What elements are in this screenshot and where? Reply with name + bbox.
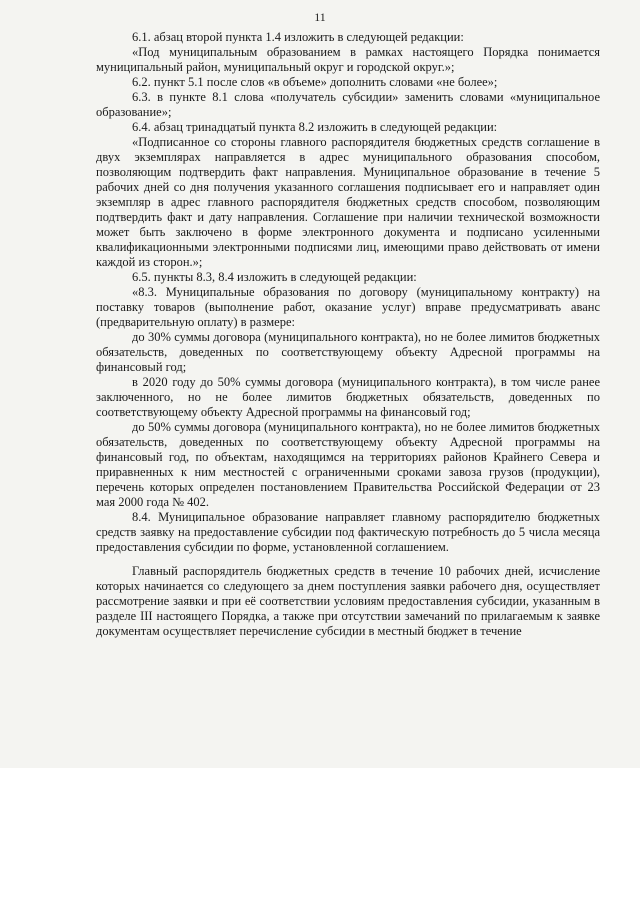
paragraph-6-1: 6.1. абзац второй пункта 1.4 изложить в следующей редакции: — [132, 30, 464, 44]
paragraph-quote-agreement: «Подписанное со стороны главного распорядителя бюджетных средств соглашение в двух экземплярах направляется в адрес муниципального образования способом, позволяющим подтвердить факт направления. Муниципальное образование в течение 5 рабочих дней со дня получения указанного соглашения подписывает его и направляет один экземпляр в адрес главного распорядителя бюджетных средств способом, позволяющим подтвердить факт и дату направления. Соглашение при наличии технической возможности может быть заключено в форме электронного документа и подписано усиленными квалификационными электронными подписями лиц, имеющими право действовать от имени каждой из сторон.»; — [96, 135, 600, 269]
paragraph-6-5: 6.5. пункты 8.3, 8.4 изложить в следующей редакции: — [132, 270, 417, 284]
document-body — [96, 30, 600, 639]
paragraph-6-3: 6.3. в пункте 8.1 слова «получатель субсидии» заменить словами «муниципальное образование»; — [96, 90, 600, 119]
blank-area — [0, 768, 640, 905]
paragraph-quote-definition: «Под муниципальным образованием в рамках настоящего Порядка понимается муниципальный район, муниципальный округ и городской округ.»; — [96, 45, 600, 74]
paragraph-8-3: «8.3. Муниципальные образования по договору (муниципальному контракту) на поставку товаров (выполнение работ, оказание услуг) вправе предусматривать аванс (предварительную оплату) в размере: — [96, 285, 600, 329]
paragraph-advance-30: до 30% суммы договора (муниципального контракта), но не более лимитов бюджетных обязательств, доведенных по соответствующему объекту Адресной программы на финансовый год; — [96, 330, 600, 374]
paragraph-8-4: 8.4. Муниципальное образование направляет главному распорядителю бюджетных средств заявку на предоставление субсидии под фактическую потребность до 5 числа месяца предоставления субсидии по форме, установленной соглашением. — [96, 510, 600, 554]
paragraph-6-4: 6.4. абзац тринадцатый пункта 8.2 изложить в следующей редакции: — [132, 120, 498, 134]
paragraph-advance-2020: в 2020 году до 50% суммы договора (муниципального контракта), в том числе ранее заключенного, но не более лимитов бюджетных обязательств, доведенных по соответствующему объекту Адресной программы на финансовый год; — [96, 375, 600, 419]
paragraph-6-2: 6.2. пункт 5.1 после слов «в объеме» дополнить словами «не более»; — [132, 75, 498, 89]
paragraph-main-distributor: Главный распорядитель бюджетных средств в течение 10 рабочих дней, исчисление которых начинается со следующего за днем поступления заявки рабочего дня, осуществляет рассмотрение заявки и при её соответствии условиям предоставления субсидии, указанным в разделе III настоящего Порядка, а также при отсутствии замечаний по прилагаемым к заявке документам осуществляет перечисление субсидии в местный бюджет в течение — [96, 564, 600, 638]
paragraph-advance-north: до 50% суммы договора (муниципального контракта), но не более лимитов бюджетных обязательств, доведенных по соответствующему объекту Адресной программы на финансовый год, по объектам, находящимся на территориях районов Крайнего Севера и приравненных к ним местностей с ограниченными сроками завоза грузов (продукции), перечень которых определен постановлением Правительства Российской Федерации от 23 мая 2000 года № 402. — [96, 420, 600, 509]
page-number: 11 — [314, 10, 326, 24]
